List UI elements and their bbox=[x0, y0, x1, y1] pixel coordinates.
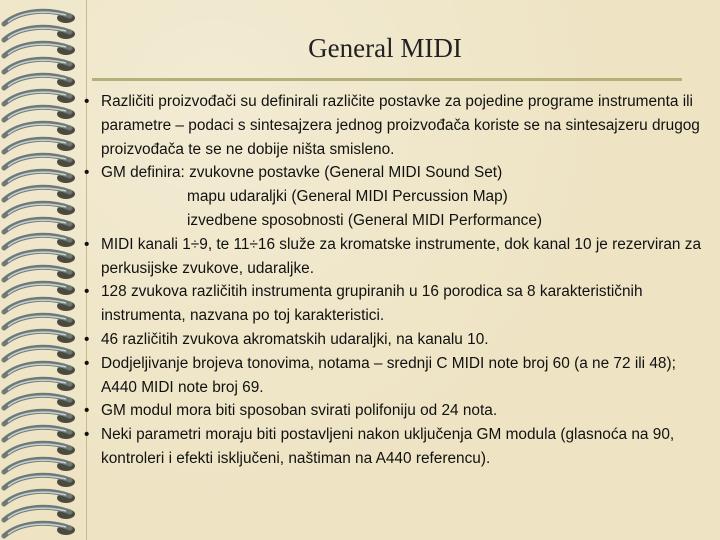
binding-ring bbox=[4, 443, 75, 456]
title-underline bbox=[92, 78, 682, 81]
binding-ring bbox=[4, 107, 75, 120]
binding-ring bbox=[4, 171, 75, 184]
binding-ring bbox=[4, 363, 75, 376]
binding-ring bbox=[4, 27, 75, 40]
binding-ring bbox=[4, 491, 75, 504]
bullet-item: • GM definira: zvukovne postavke (General MIDI Sound Set) bbox=[84, 164, 503, 182]
binding-ring bbox=[4, 283, 75, 296]
binding-ring bbox=[4, 315, 75, 328]
binding-ring bbox=[4, 155, 75, 168]
binding-ring bbox=[4, 331, 75, 344]
bullet-text: GM modul mora biti sposoban svirati polifoniju od 24 nota. bbox=[101, 402, 498, 420]
binding-ring bbox=[4, 251, 75, 264]
bullet-text: 46 različitih zvukova akromatskih udaraljki, na kanalu 10. bbox=[101, 330, 489, 348]
binding-ring bbox=[4, 299, 75, 312]
bullet-item: • GM modul mora biti sposoban svirati polifoniju od 24 nota. bbox=[84, 402, 498, 420]
binding-ring bbox=[4, 523, 75, 536]
binding-ring bbox=[4, 475, 75, 488]
bullet-item: • MIDI kanali 1÷9, te 11÷16 služe za kromatske instrumente, dok kanal 10 je rezerviran za perkusijske zvukove, udaraljke. bbox=[84, 235, 702, 277]
binding-ring bbox=[4, 75, 75, 88]
binding-ring bbox=[4, 123, 75, 136]
binding-ring bbox=[4, 203, 75, 216]
bullet-item: • 46 različitih zvukova akromatskih udaraljki, na kanalu 10. bbox=[84, 330, 489, 348]
bullet-text: Različiti proizvođači su definirali različite postavke za pojedine programe instrumenta ili parametre – podaci s sintesajzera jednog proizvođača koriste se na sintesajzeru drugog proizvođača te se ne dobije ništa smisleno. bbox=[101, 93, 700, 158]
binding-ring bbox=[4, 219, 75, 232]
binding-ring bbox=[4, 91, 75, 104]
binding-ring bbox=[4, 267, 75, 280]
bullet-list bbox=[82, 90, 702, 471]
gm-subline: mapu udaraljki (General MIDI Percussion Map) bbox=[187, 188, 508, 206]
gm-subline: izvedbene sposobnosti (General MIDI Performance) bbox=[187, 211, 543, 229]
binding-ring bbox=[4, 507, 75, 520]
bullet-item: • Dodjeljivanje brojeva tonovima, notama – srednji C MIDI note broj 60 (a ne 72 ili 48); A440 MIDI note broj 69. bbox=[84, 354, 676, 396]
spiral-binding bbox=[0, 0, 84, 540]
bullet-item: • Neki parametri moraju biti postavljeni nakon uključenja GM modula (glasnoća na 90, kontroleri i efekti isključeni, naštiman na A440 referencu). bbox=[84, 426, 675, 467]
bullet-text: Neki parametri moraju biti postavljeni nakon uključenja GM modula (glasnoća na 90, kontroleri i efekti isključeni, naštiman na A440 referencu). bbox=[101, 426, 675, 467]
binding-ring bbox=[4, 411, 75, 424]
bullet-text: 128 zvukova različitih instrumenta grupiranih u 16 porodica sa 8 karakterističnih instrumenta, nazvana po toj karakteristici. bbox=[101, 283, 643, 325]
binding-ring bbox=[4, 139, 75, 152]
bullet-text: Dodjeljivanje brojeva tonovima, notama – srednji C MIDI note broj 60 (a ne 72 ili 48); A440 MIDI note broj 69. bbox=[101, 354, 676, 396]
bullet-text: GM definira: zvukovne postavke (General MIDI Sound Set) bbox=[101, 164, 503, 182]
binding-ring bbox=[4, 427, 75, 440]
binding-ring bbox=[4, 379, 75, 392]
binding-ring bbox=[4, 59, 75, 72]
bullet-item: • 128 zvukova različitih instrumenta grupiranih u 16 porodica sa 8 karakterističnih instrumenta, nazvana po toj karakteristici. bbox=[84, 283, 643, 325]
binding-ring bbox=[4, 395, 75, 408]
binding-ring bbox=[4, 347, 75, 360]
slide-title: General MIDI bbox=[308, 33, 462, 63]
bullet-text: MIDI kanali 1÷9, te 11÷16 služe za kromatske instrumente, dok kanal 10 je rezerviran za perkusijske zvukove, udaraljke. bbox=[101, 235, 702, 277]
binding-ring bbox=[4, 459, 75, 472]
binding-ring bbox=[4, 43, 75, 56]
bullet-item: • Različiti proizvođači su definirali različite postavke za pojedine programe instrumenta ili parametre – podaci s sintesajzera jednog proizvođača koriste se na sintesajzeru drugog proizvođača te se ne dobije ništa smisleno. bbox=[84, 93, 700, 158]
binding-ring bbox=[4, 187, 75, 200]
binding-ring bbox=[4, 235, 75, 248]
binding-ring bbox=[4, 11, 75, 24]
